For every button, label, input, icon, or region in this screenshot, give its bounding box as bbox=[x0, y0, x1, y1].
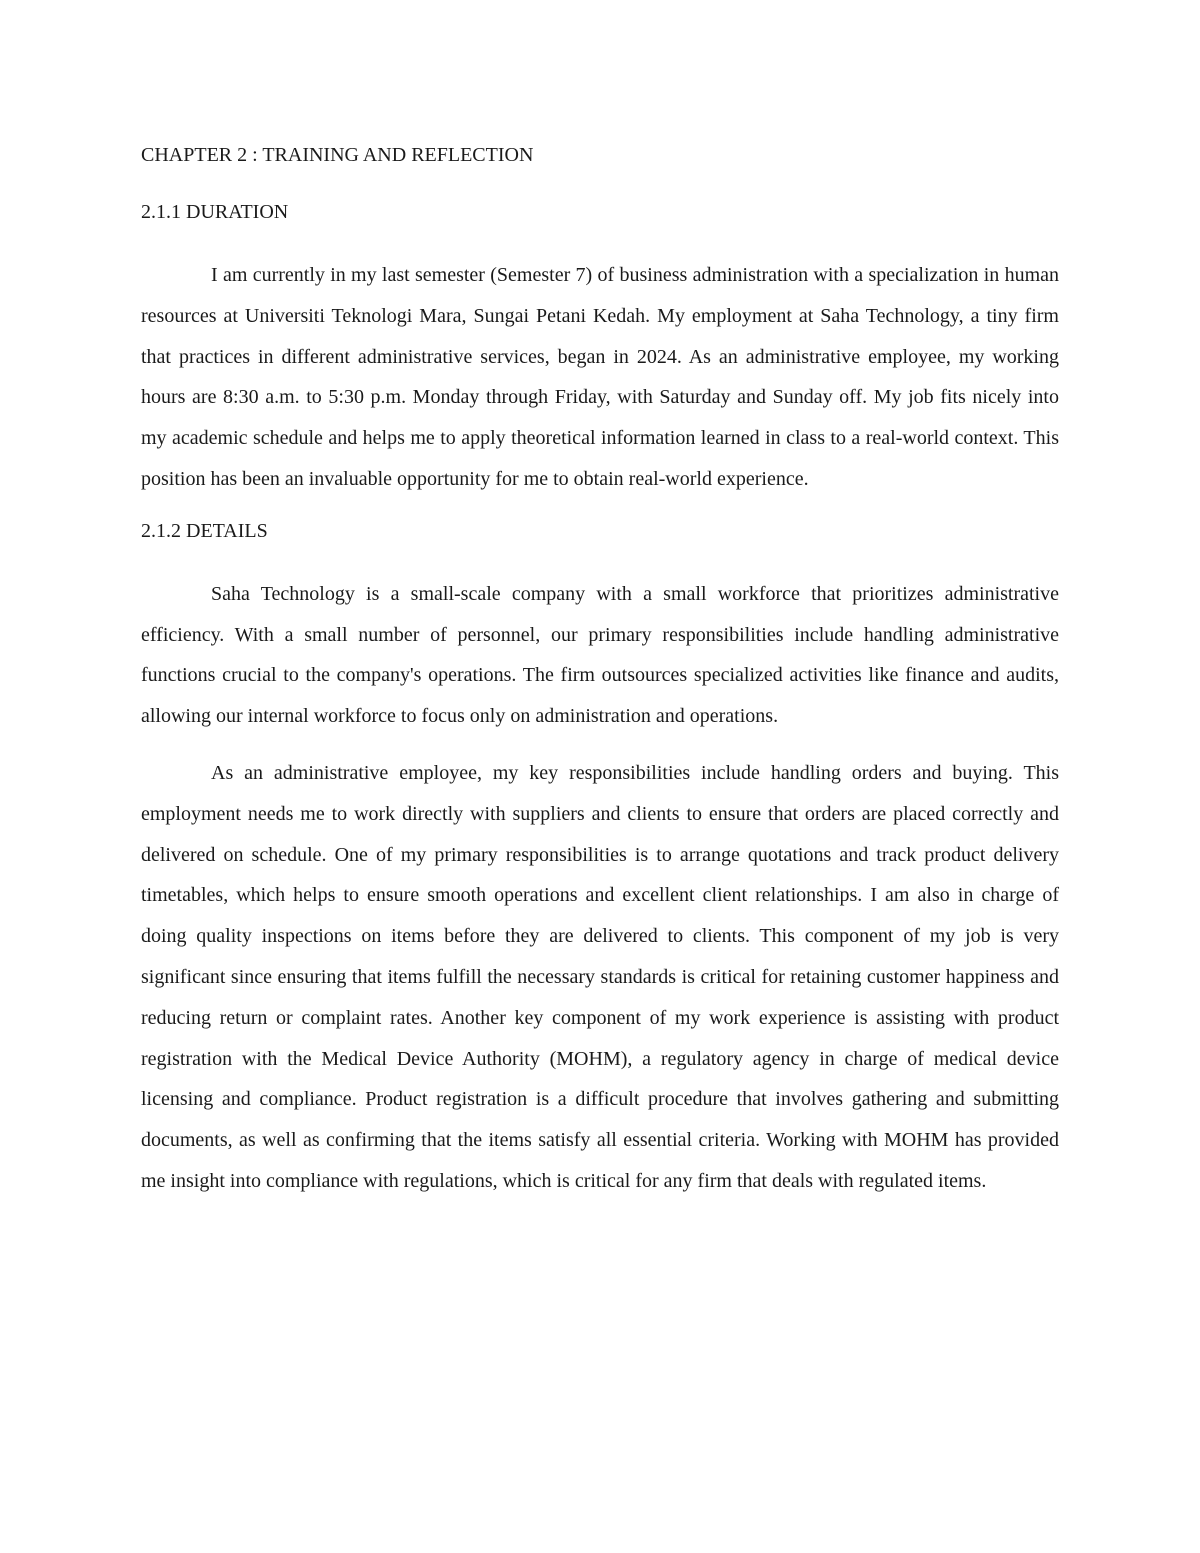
duration-paragraph: I am currently in my last semester (Semester 7) of business administration with a specialization in human resources at Universiti Teknologi Mara, Sungai Petani Kedah. My employment at Saha Technology, a tiny firm that practices in different administrative services, began in 2024. As an administrative employee, my working hours are 8:30 a.m. to 5:30 p.m. Monday through Friday, with Saturday and Sunday off. My job fits nicely into my academic schedule and helps me to apply theoretical information learned in class to a real-world context. This position has been an invaluable opportunity for me to obtain real-world experience. bbox=[141, 264, 1059, 490]
chapter-title: CHAPTER 2 : TRAINING AND REFLECTION bbox=[141, 144, 534, 166]
section-heading-details: 2.1.2 DETAILS bbox=[141, 519, 268, 542]
details-paragraph-1: Saha Technology is a small-scale company with a small workforce that prioritizes administrative efficiency. With a small number of personnel, our primary responsibilities include handling administrative functions crucial to the company's operations. The firm outsources specialized activities like finance and audits, allowing our internal workforce to focus only on administration and operations. bbox=[141, 582, 1059, 728]
document-body bbox=[141, 140, 1059, 1202]
section-heading-duration: 2.1.1 DURATION bbox=[141, 201, 289, 223]
details-paragraph-2: As an administrative employee, my key responsibilities include handling orders and buying. This employment needs me to work directly with suppliers and clients to ensure that orders are placed correctly and delivered on schedule. One of my primary responsibilities is to arrange quotations and track product delivery timetables, which helps to ensure smooth operations and excellent client relationships. I am also in charge of doing quality inspections on items before they are delivered to clients. This component of my job is very significant since ensuring that items fulfill the necessary standards is critical for retaining customer happiness and reducing return or complaint rates. Another key component of my work experience is assisting with product registration with the Medical Device Authority (MOHM), a regulatory agency in charge of medical device licensing and compliance. Product registration is a difficult procedure that involves gathering and submitting documents, as well as confirming that the items satisfy all essential criteria. Working with MOHM has provided me insight into compliance with regulations, which is critical for any firm that deals with regulated items. bbox=[141, 761, 1059, 1192]
